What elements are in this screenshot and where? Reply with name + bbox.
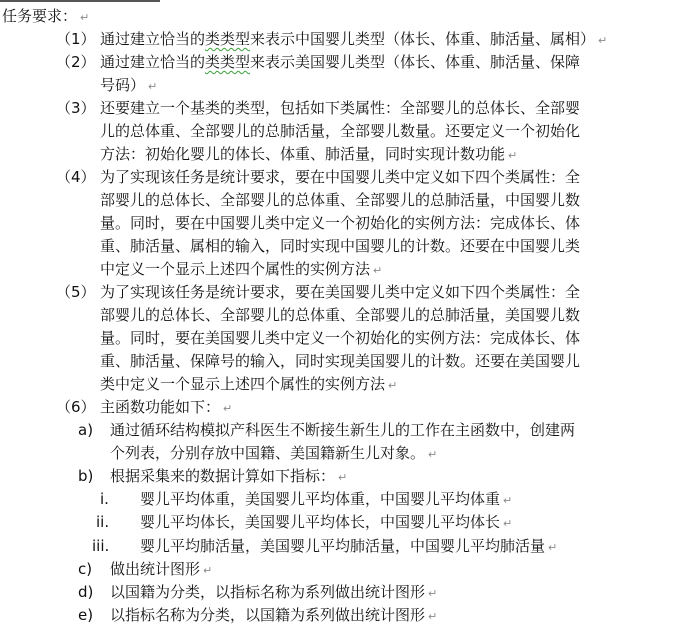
sub-item-letter: d) xyxy=(78,583,94,601)
paragraph-mark-icon: ↵ xyxy=(338,471,348,484)
paragraph-mark-icon: ↵ xyxy=(373,264,383,277)
sub-item-letter: c) xyxy=(78,560,93,578)
sub-item-text: 以指标名称为分类，以国籍为系列做出统计图形 ↵ xyxy=(110,606,438,624)
spellcheck-squiggle: 类类型 xyxy=(205,53,251,71)
item-number: （6） xyxy=(56,398,96,416)
sub-item-letter: b) xyxy=(78,467,94,485)
roman-numeral: iii. xyxy=(92,537,110,555)
item-text: 通过建立恰当的类类型来表示中国婴儿类型（体长、体重、肺活量、属相） ↵ xyxy=(100,30,608,48)
item-text: 为了实现该任务是统计要求，要在美国婴儿类中定义如下四个类属性：全 部婴儿的总体长、全部婴儿的总体重、全部婴儿的总肺活量，美国婴儿数 量。同时，要在美国婴儿类中定义一个初始化的实例方法：完成体长、体 重、肺活量、保障号的输入，同时实现美国婴儿的计数。还要在美国婴儿 类中定义一个显示上述四个属性的实例方法 ↵ xyxy=(100,283,581,393)
item-text: 为了实现该任务是统计要求，要在中国婴儿类中定义如下四个类属性：全 部婴儿的总体长、全部婴儿的总体重、全部婴儿的总肺活量，中国婴儿数 量。同时，要在中国婴儿类中定义一个初始化的实例方法：完成体长、体 重、肺活量、属相的输入，同时实现中国婴儿的计数。还要在中国婴儿类 中定义一个显示上述四个属性的实例方法 ↵ xyxy=(100,168,581,278)
roman-numeral: i. xyxy=(100,490,109,508)
paragraph-mark-icon: ↵ xyxy=(508,149,518,162)
sub-item-text: 通过循环结构模拟产科医生不断接生新生儿的工作在主函数中，创建两 个列表，分别存放中国籍、美国籍新生儿对象。 ↵ xyxy=(110,421,576,462)
task-heading xyxy=(2,5,89,29)
item-text: 通过建立恰当的类类型来表示美国婴儿类型（体长、体重、肺活量、保障 号码） ↵ xyxy=(100,53,581,94)
roman-numeral: ii. xyxy=(96,513,110,531)
sub-item-text: 以国籍为分类，以指标名称为系列做出统计图形 ↵ xyxy=(110,583,438,601)
item-number: （4） xyxy=(56,168,96,186)
task-heading-text: 任务要求： xyxy=(2,7,78,25)
paragraph-mark-icon: ↵ xyxy=(203,564,213,577)
item-number: （2） xyxy=(56,53,96,71)
paragraph-mark-icon: ↵ xyxy=(428,448,438,461)
sub-item-letter: e) xyxy=(78,606,94,624)
item-text: 主函数功能如下： ↵ xyxy=(100,398,233,416)
paragraph-mark-icon: ↵ xyxy=(428,610,438,623)
spellcheck-squiggle: 类类型 xyxy=(205,30,251,48)
sub-item-text: 根据采集来的数据计算如下指标： ↵ xyxy=(110,467,348,485)
paragraph-mark-icon: ↵ xyxy=(548,541,558,554)
sub-sub-item-text: 婴儿平均体重，美国婴儿平均体重，中国婴儿平均体重 ↵ xyxy=(140,490,513,508)
item-number: （5） xyxy=(56,283,96,301)
top-rule xyxy=(0,0,160,2)
item-text: 还要建立一个基类的类型，包括如下类属性：全部婴儿的总体长、全部婴 儿的总体重、全部婴儿的总肺活量，全部婴儿数量。还要定义一个初始化 方法：初始化婴儿的体长、体重、肺活量，同时实现计数功能 ↵ xyxy=(100,99,581,163)
paragraph-mark-icon: ↵ xyxy=(223,402,233,415)
sub-sub-item-text: 婴儿平均肺活量，美国婴儿平均肺活量，中国婴儿平均肺活量 ↵ xyxy=(140,537,558,555)
sub-item-letter: a) xyxy=(78,421,94,439)
paragraph-mark-icon: ↵ xyxy=(388,379,398,392)
sub-sub-item-text: 婴儿平均体长，美国婴儿平均体长，中国婴儿平均体长 ↵ xyxy=(140,513,513,531)
item-number: （1） xyxy=(56,30,96,48)
paragraph-mark-icon: ↵ xyxy=(503,517,513,530)
paragraph-mark-icon: ↵ xyxy=(428,587,438,600)
paragraph-mark-icon: ↵ xyxy=(598,34,608,47)
paragraph-mark-icon: ↵ xyxy=(80,11,90,24)
item-number: （3） xyxy=(56,99,96,117)
paragraph-mark-icon: ↵ xyxy=(148,80,158,93)
paragraph-mark-icon: ↵ xyxy=(503,494,513,507)
sub-item-text: 做出统计图形 ↵ xyxy=(110,560,213,578)
